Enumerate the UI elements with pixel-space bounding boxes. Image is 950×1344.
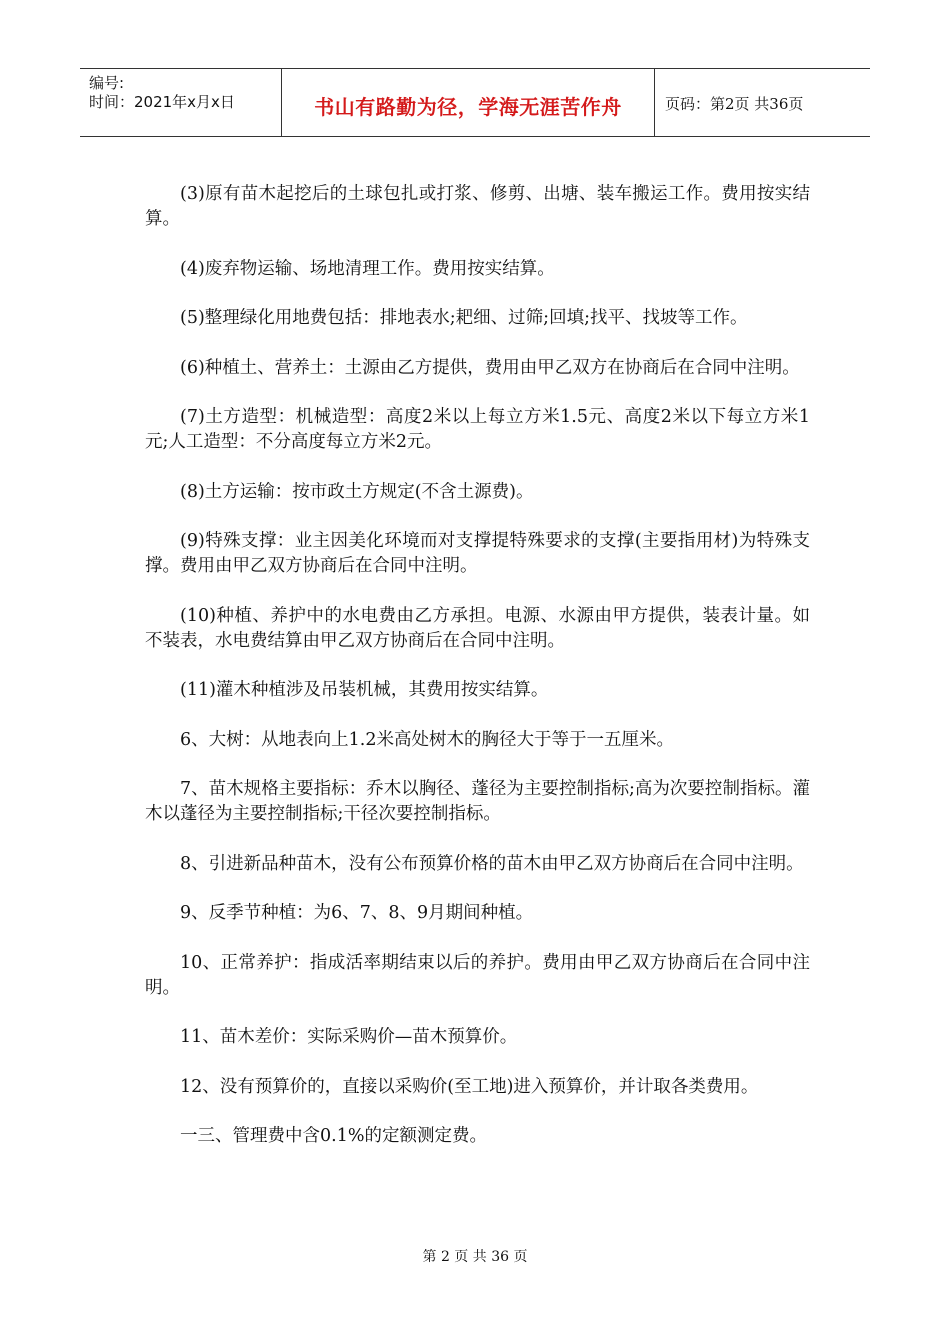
paragraph: (3)原有苗木起挖后的土球包扎或打浆、修剪、出塘、装车搬运工作。费用按实结算。 [145,184,810,229]
document-number-label: 编号: [89,74,125,92]
paragraph: 6、大树：从地表向上1.2米高处树木的胸径大于等于一五厘米。 [180,729,674,750]
document-body [145,182,810,1174]
paragraph: 7、苗木规格主要指标：乔木以胸径、蓬径为主要控制指标;高为次要控制指标。灌木以蓬径为主要控制指标;干径次要控制指标。 [145,779,810,824]
header-meta-cell [80,69,282,136]
paragraph: 11、苗木差价：实际采购价—苗木预算价。 [180,1027,518,1047]
paragraph: (4)废弃物运输、场地清理工作。费用按实结算。 [180,258,555,279]
page-footer: 第 2 页 共 36 页 [422,1249,528,1265]
header-page-cell [655,69,870,136]
paragraph: (7)土方造型：机械造型：高度2米以上每立方米1.5元、高度2米以下每立方米1元;人工造型：不分高度每立方米2元。 [145,407,810,452]
paragraph: 10、正常养护：指成活率期结束以后的养护。费用由甲乙双方协商后在合同中注明。 [145,952,810,998]
header-motto-cell [282,69,655,136]
paragraph: (5)整理绿化用地费包括：排地表水;耙细、过筛;回填;找平、找坡等工作。 [180,308,748,328]
document-date-label: 时间：2021年x月x日 [89,93,235,111]
paragraph: (10)种植、养护中的水电费由乙方承担。电源、水源由甲方提供，装表计量。如不装表，水电费结算由甲乙双方协商后在合同中注明。 [145,605,810,651]
page-header [80,68,870,137]
paragraph: 12、没有预算价的，直接以采购价(至工地)进入预算价，并计取各类费用。 [180,1076,759,1097]
header-page-info: 页码：第2页 共36页 [665,95,804,113]
paragraph: (8)土方运输：按市政土方规定(不含土源费)。 [180,481,534,502]
paragraph: 8、引进新品种苗木，没有公布预算价格的苗木由甲乙双方协商后在合同中注明。 [180,853,804,874]
paragraph: 一三、管理费中含0.1%的定额测定费。 [180,1126,487,1146]
paragraph: 9、反季节种植：为6、7、8、9月期间种植。 [180,903,534,923]
paragraph: (6)种植土、营养土：土源由乙方提供，费用由甲乙双方在协商后在合同中注明。 [180,357,800,378]
header-motto: 书山有路勤为径，学海无涯苦作舟 [314,95,622,119]
paragraph: (11)灌木种植涉及吊装机械，其费用按实结算。 [180,680,549,700]
paragraph: (9)特殊支撑：业主因美化环境而对支撑提特殊要求的支撑(主要指用材)为特殊支撑。费用由甲乙双方协商后在合同中注明。 [145,531,810,576]
